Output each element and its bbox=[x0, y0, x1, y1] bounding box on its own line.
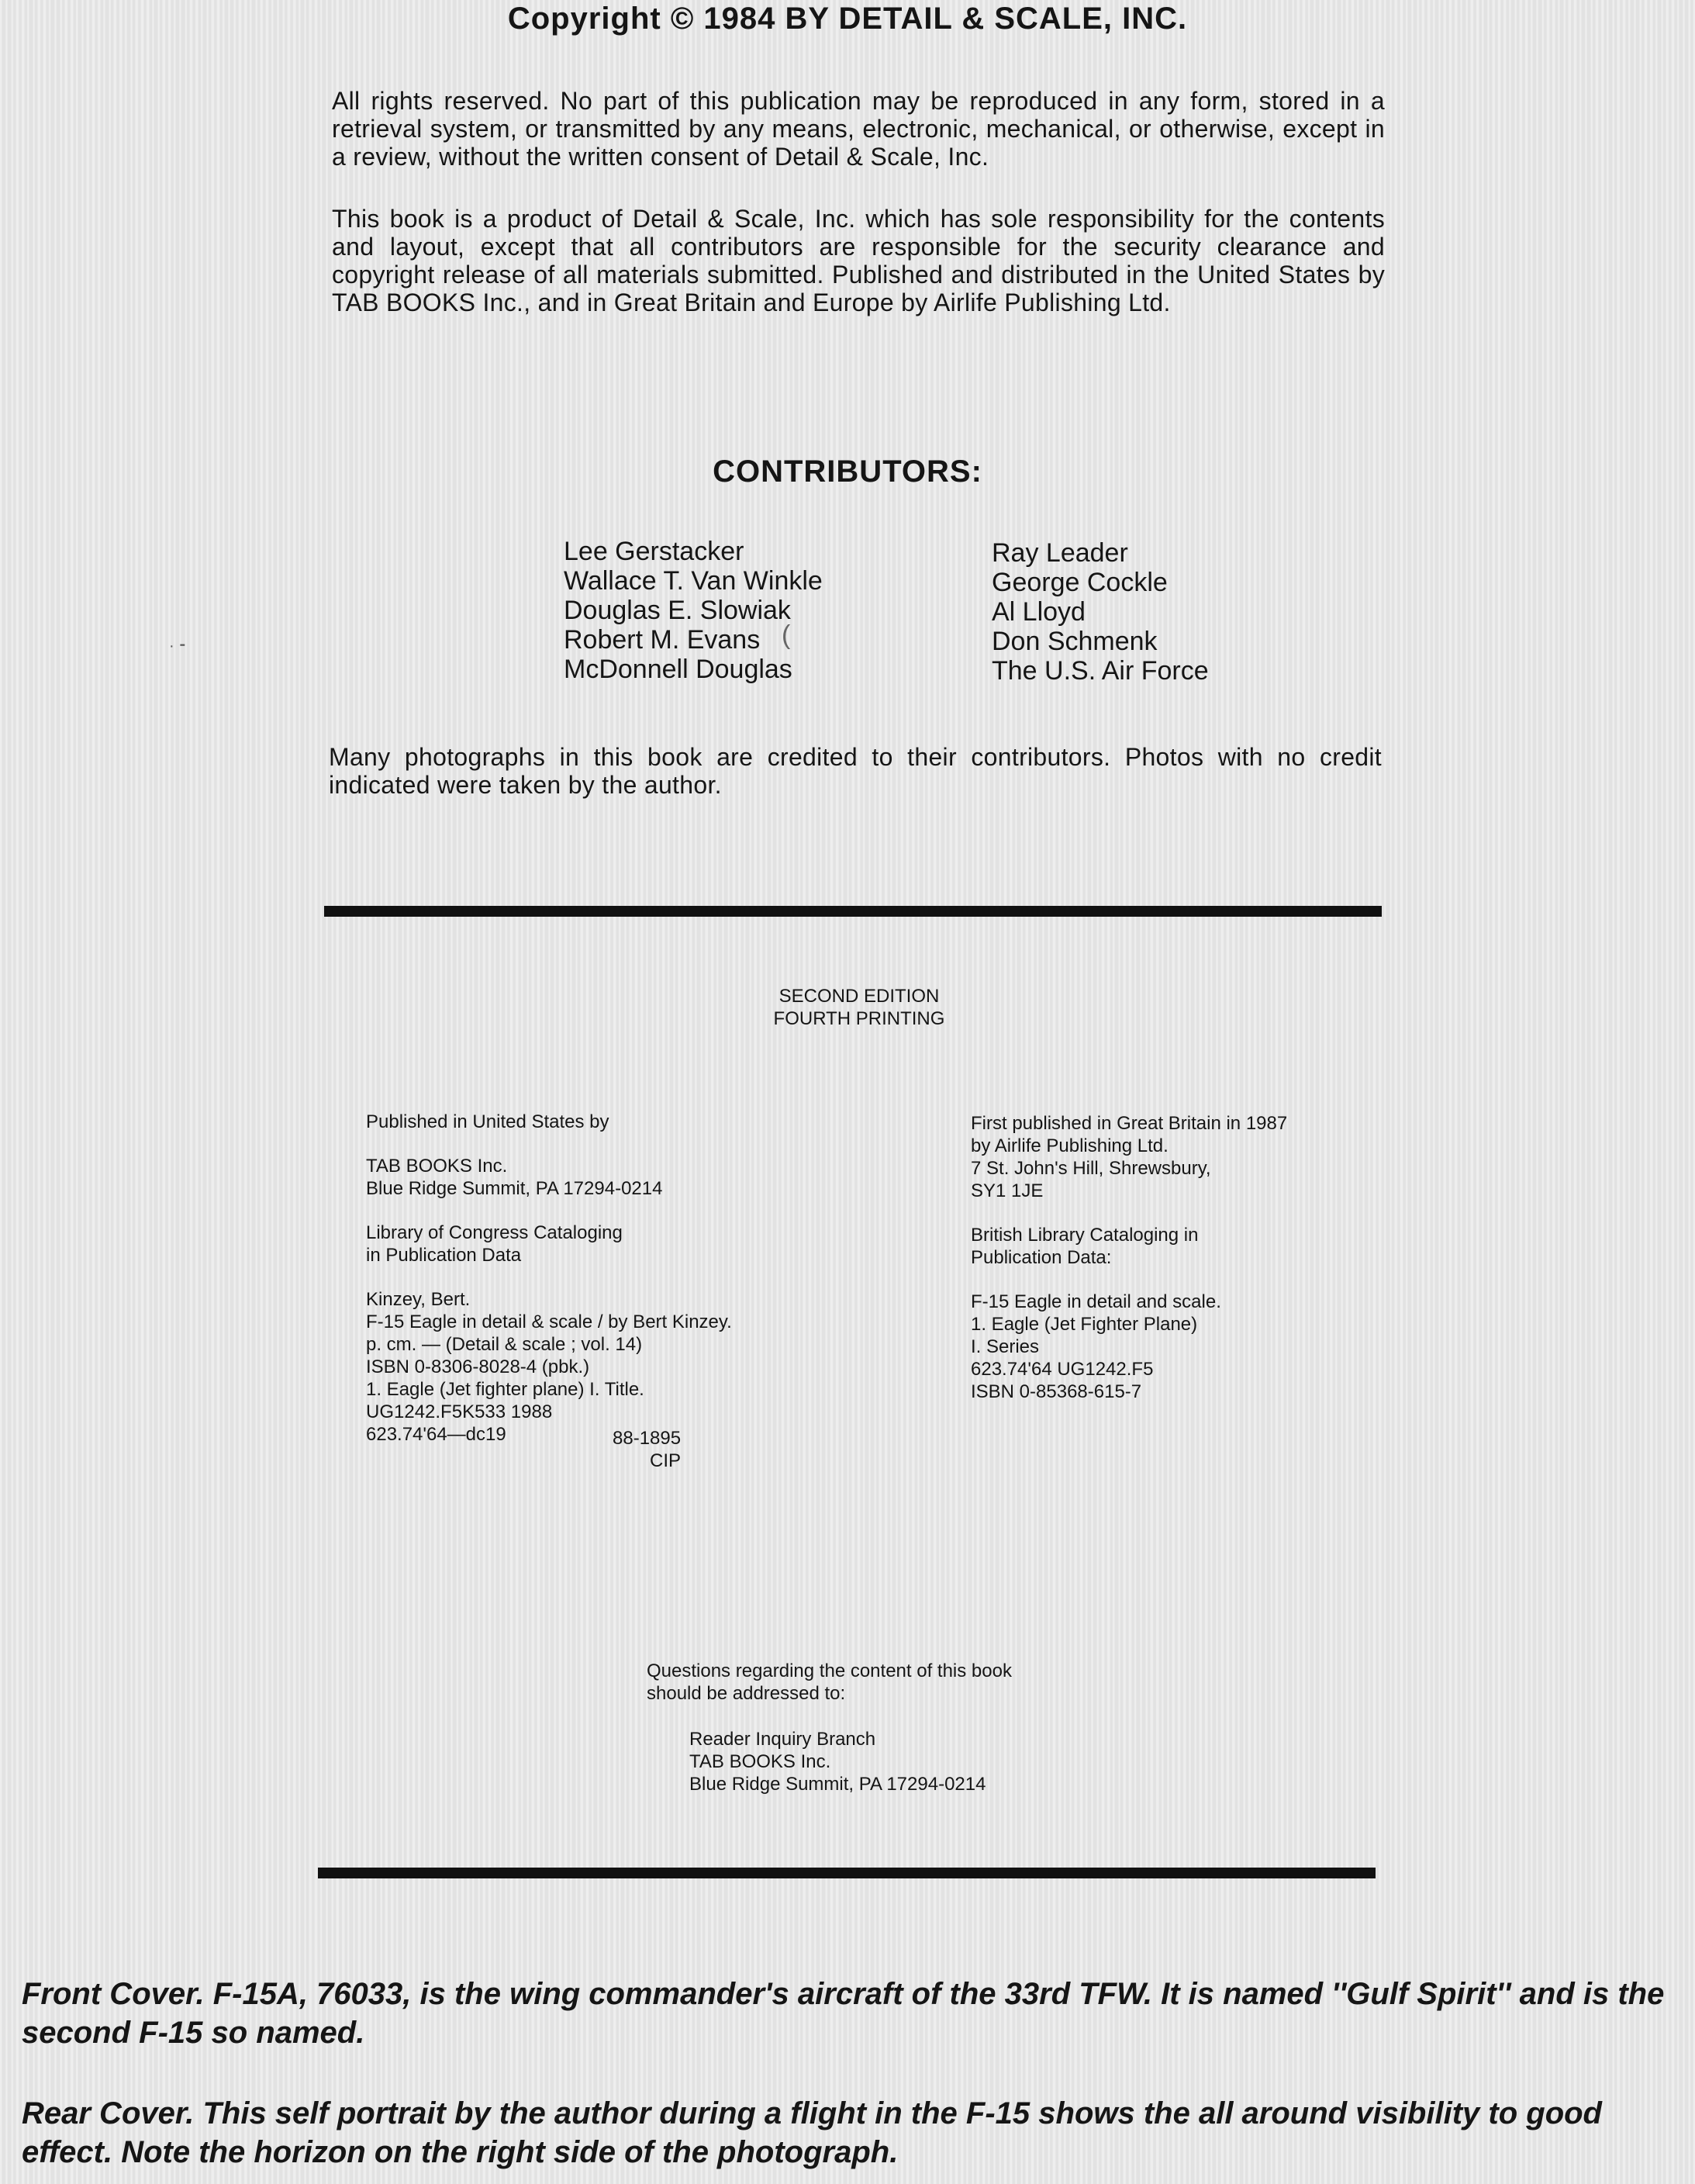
us-publisher-address: TAB BOOKS Inc. Blue Ridge Summit, PA 17294-0214 bbox=[366, 1156, 663, 1199]
cip-label: CIP bbox=[650, 1450, 682, 1471]
us-published-by: Published in United States by bbox=[366, 1111, 609, 1132]
contributor-name: Don Schmenk bbox=[992, 627, 1158, 656]
uk-published-info: First published in Great Britain in 1987 by Airlife Publishing Ltd. 7 St. John's Hill, Shrewsbury, SY1 1JE bbox=[971, 1113, 1288, 1201]
uk-publisher-block bbox=[971, 1112, 1287, 1403]
rear-cover-caption: Rear Cover. This self portrait by the author during a flight in the F-15 shows the all around visibility to good effect. Note the horizon on the right side of the photograph. bbox=[22, 2096, 1602, 2169]
us-cip-heading: Library of Congress Cataloging in Publication Data bbox=[366, 1222, 623, 1266]
contributors-heading: CONTRIBUTORS: bbox=[713, 454, 982, 489]
front-cover-caption: Front Cover. F-15A, 76033, is the wing commander's aircraft of the 33rd TFW. It is named ''Gulf Spirit'' and is the second F-15 so named. bbox=[22, 1977, 1665, 2050]
scan-speck: · ⁃ bbox=[169, 638, 187, 655]
questions-intro: Questions regarding the content of this book should be addressed to: bbox=[647, 1660, 1012, 1704]
contributor-name: McDonnell Douglas bbox=[564, 655, 792, 684]
inquiry-address: Reader Inquiry Branch TAB BOOKS Inc. Blue Ridge Summit, PA 17294-0214 bbox=[689, 1729, 986, 1795]
us-cip-record: Kinzey, Bert. F-15 Eagle in detail & scale / by Bert Kinzey. p. cm. — (Detail & scale ; vol. 14) ISBN 0-8306-8028-4 (pbk.) 1. Eagle (Jet fighter plane) I. Title. UG1242.F5K533 1988 623.74'64—dc19 bbox=[366, 1289, 732, 1445]
contributor-name: Douglas E. Slowiak bbox=[564, 596, 791, 625]
us-publisher-block bbox=[366, 1111, 732, 1471]
bottom-divider bbox=[318, 1868, 1376, 1878]
uk-cip-heading: British Library Cataloging in Publication Data: bbox=[971, 1225, 1199, 1268]
product-paragraph: This book is a product of Detail & Scale, Inc. which has sole responsibility for the contents and layout, except that all contributors are responsible for the security clearance and copyright release of all materials submitted. Published and distributed in the United States by TAB BOOKS Inc., and in Great Britain and Europe by Airlife Publishing Ltd. bbox=[332, 205, 1385, 316]
edition-line: SECOND EDITION bbox=[778, 986, 940, 1007]
top-divider bbox=[324, 906, 1382, 917]
contributor-name: Robert M. Evans bbox=[564, 625, 761, 655]
copyright-notice: Copyright © 1984 BY DETAIL & SCALE, INC. bbox=[507, 2, 1188, 36]
contributor-name: Wallace T. Van Winkle bbox=[564, 566, 823, 596]
pencil-mark: ( bbox=[782, 620, 791, 650]
contributors-right-column bbox=[992, 538, 1209, 686]
contributor-name: George Cockle bbox=[992, 568, 1168, 597]
contributor-name: Lee Gerstacker bbox=[564, 537, 744, 566]
printing-line: FOURTH PRINTING bbox=[773, 1008, 945, 1029]
lccn-number: 88-1895 bbox=[613, 1428, 682, 1449]
contributor-name: Ray Leader bbox=[992, 538, 1128, 568]
uk-cip-record: F-15 Eagle in detail and scale. 1. Eagle (Jet Fighter Plane) I. Series 623.74'64 UG1242.F5 ISBN 0-85368-615-7 bbox=[971, 1291, 1221, 1402]
photo-credit-paragraph: Many photographs in this book are credited to their contributors. Photos with no credit indicated were taken by the author. bbox=[329, 743, 1382, 799]
contributors-left-column bbox=[564, 537, 823, 684]
contributor-name: Al Lloyd bbox=[992, 597, 1086, 627]
rights-paragraph: All rights reserved. No part of this publication may be reproduced in any form, stored in a retrieval system, or transmitted by any means, electronic, mechanical, or otherwise, except in a review, without the written consent of Detail & Scale, Inc. bbox=[332, 87, 1385, 171]
edition-block bbox=[0, 985, 1695, 1030]
contributor-name: The U.S. Air Force bbox=[992, 656, 1209, 686]
